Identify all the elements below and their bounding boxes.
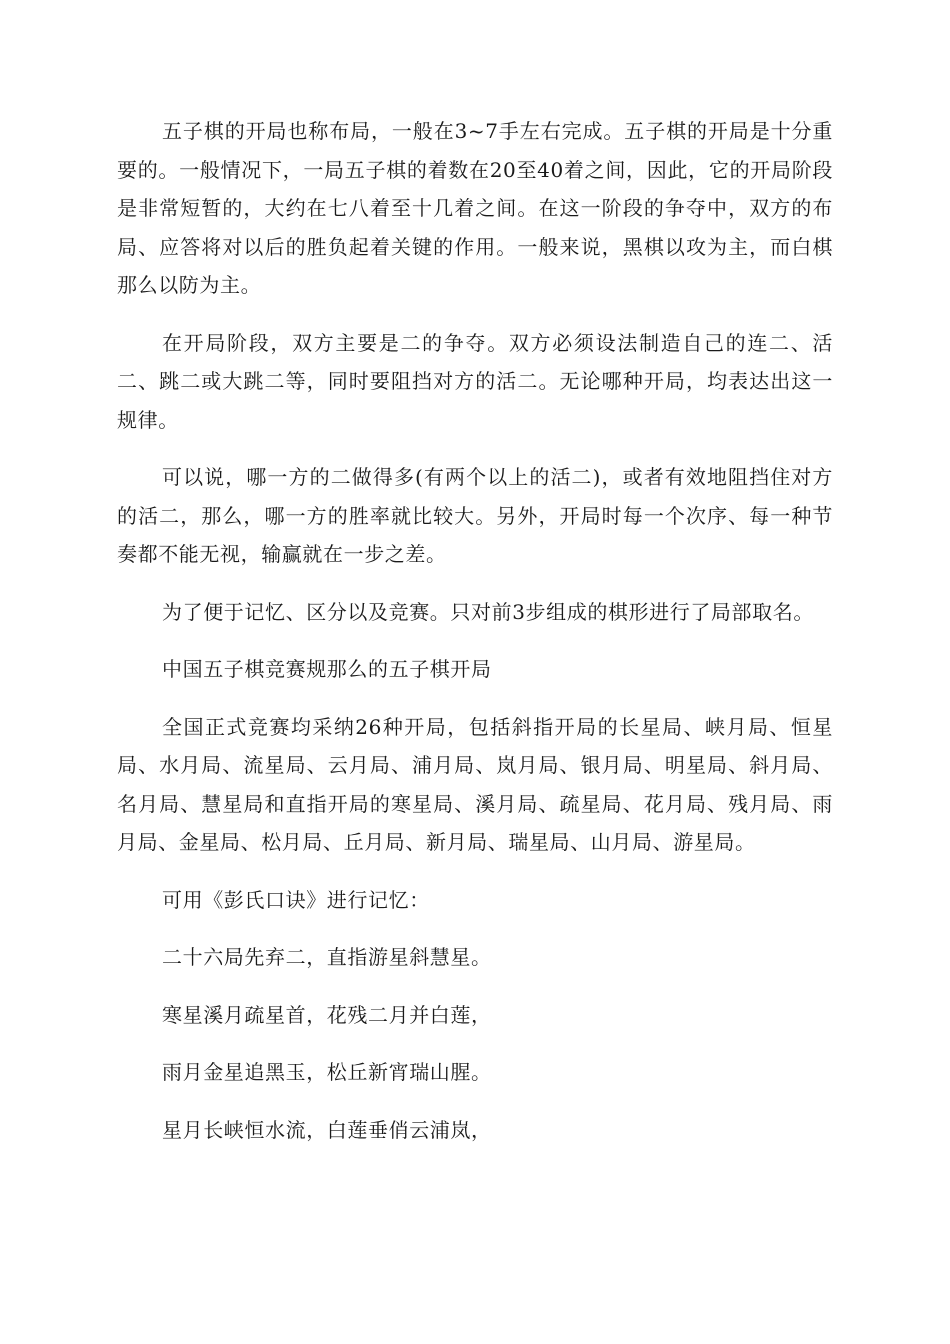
paragraph-two-contest: 在开局阶段，双方主要是二的争夺。双方必须设法制造自己的连二、活二、跳二或大跳二等，同时要阻挡对方的活二。无论哪种开局，均表达出这一规律。 (117, 330, 833, 432)
verse-line-2: 寒星溪月疏星首，花残二月并白莲， (162, 1002, 492, 1027)
document-page (117, 112, 833, 1168)
paragraph-naming: 为了便于记忆、区分以及竞赛。只对前3步组成的棋形进行了局部取名。 (162, 599, 814, 624)
paragraph-opening-intro: 五子棋的开局也称布局，一般在3~7手左右完成。五子棋的开局是十分重要的。一般情况下，一局五子棋的着数在20至40着之间，因此，它的开局阶段是非常短暂的，大约在七八着至十几着之间。在这一阶段的争夺中，双方的布局、应答将对以后的胜负起着关键的作用。一般来说，黑棋以攻为主，而白棋那么以防为主。 (117, 119, 833, 297)
verse-line-1: 二十六局先弃二，直指游星斜慧星。 (162, 945, 492, 969)
section-heading: 中国五子棋竞赛规那么的五子棋开局 (162, 657, 492, 681)
verse-line-3: 雨月金星追黑玉，松丘新宵瑞山腥。 (162, 1060, 492, 1084)
paragraph-mnemonic-intro: 可用《彭氏口诀》进行记忆： (162, 887, 430, 912)
paragraph-26-openings: 全国正式竞赛均采纳26种开局，包括斜指开局的长星局、峡月局、恒星局、水月局、流星局、云月局、浦月局、岚月局、银月局、明星局、斜月局、名月局、慧星局和直指开局的寒星局、溪月局、疏星局、花月局、残月局、雨月局、金星局、松月局、丘月局、新月局、瑞星局、山月局、游星局。 (117, 714, 833, 854)
paragraph-win-rate: 可以说，哪一方的二做得多(有两个以上的活二)，或者有效地阻挡住对方的活二，那么，哪一方的胜率就比较大。另外，开局时每一个次序、每一种节奏都不能无视，输赢就在一步之差。 (117, 465, 833, 566)
verse-line-4: 星月长峡恒水流，白莲垂俏云浦岚， (162, 1117, 492, 1142)
